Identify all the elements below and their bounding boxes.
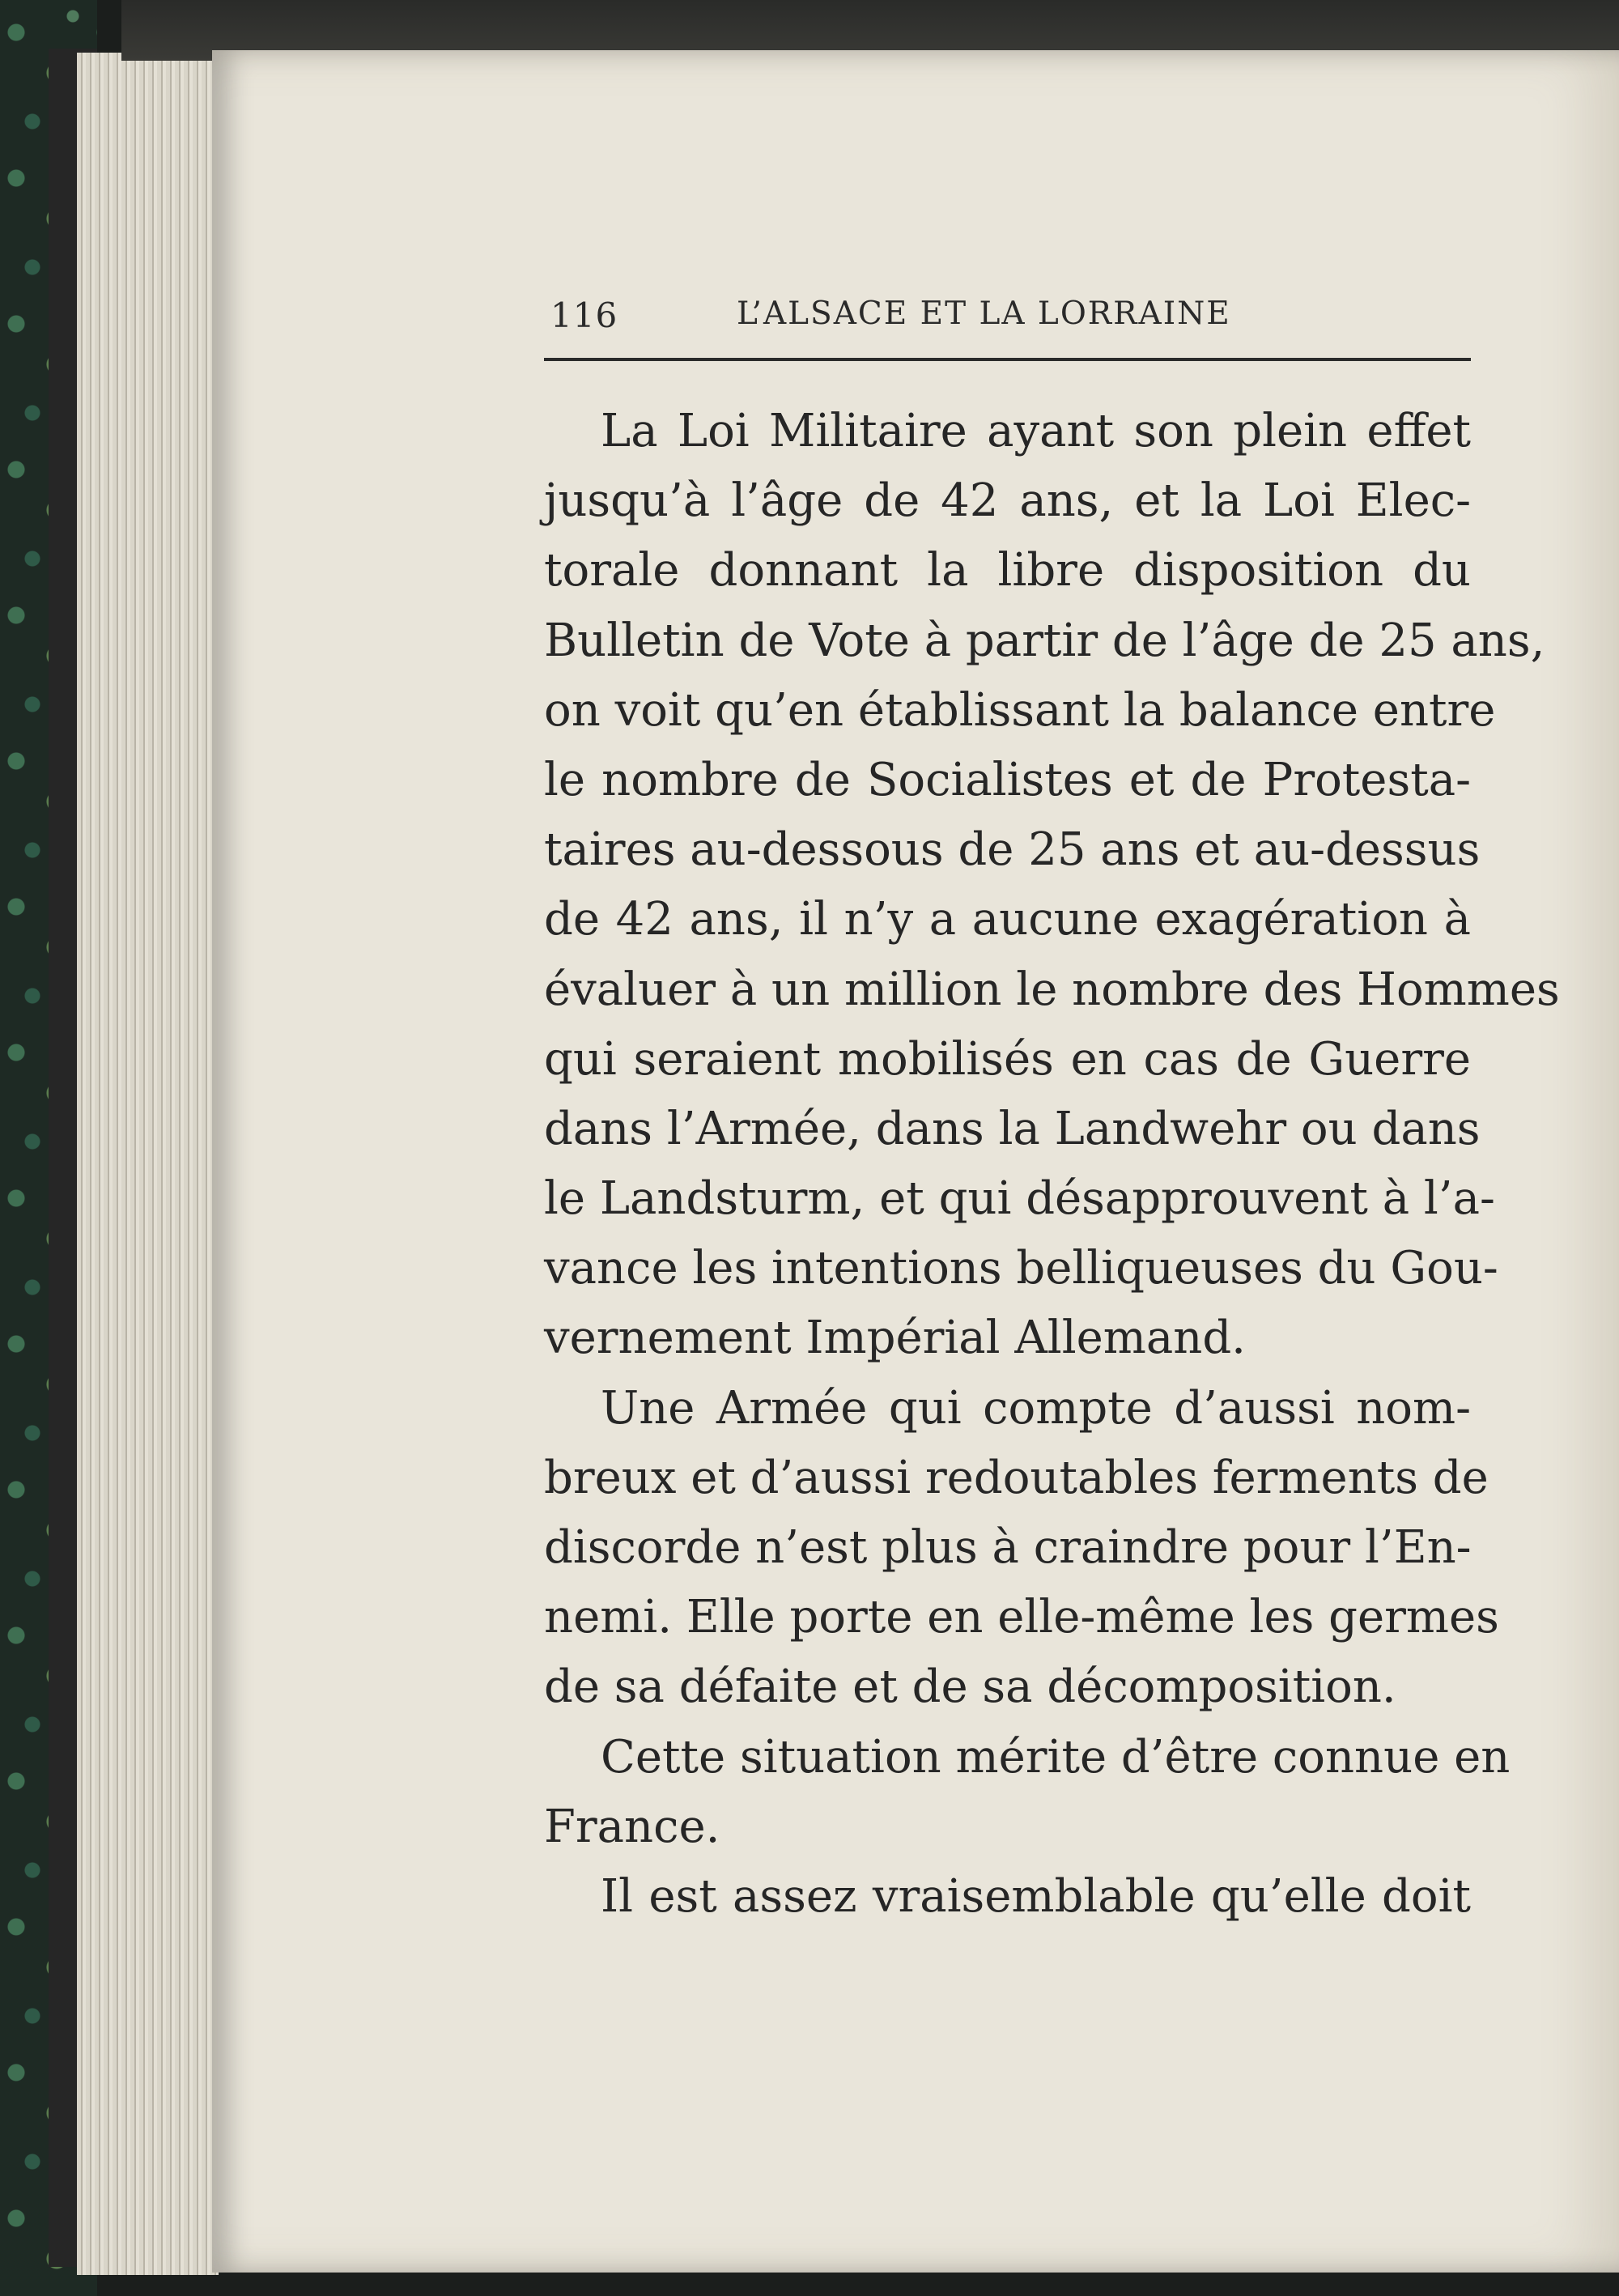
text-line: vernement Impérial Allemand.: [544, 1312, 1246, 1365]
text-line: vance les intentions belliqueuses du Gou-: [544, 1242, 1498, 1295]
running-head-title: L’ALSACE ET LA LORRAINE: [737, 296, 1231, 332]
text-line: France.: [544, 1800, 720, 1853]
page-edges: [77, 53, 219, 2275]
text-line: Il est assez vraisemblable qu’elle doit: [601, 1869, 1471, 1923]
text-line: dans l’Armée, dans la Landwehr ou dans: [544, 1102, 1481, 1155]
text-line: on voit qu’en établissant la balance entre: [544, 683, 1496, 737]
text-line: Cette situation mérite d’être connue en: [601, 1730, 1511, 1784]
text-line: nemi. Elle porte en elle-même les germes: [544, 1591, 1499, 1644]
text-line: Bulletin de Vote à partir de l’âge de 25 ans,: [544, 614, 1545, 667]
page-number: 116: [550, 296, 618, 335]
header-rule: [544, 358, 1471, 361]
text-line: La Loi Militaire ayant son plein effet: [601, 405, 1471, 457]
text-line: évaluer à un million le nombre des Hommes: [544, 963, 1560, 1016]
running-head: [550, 296, 1473, 344]
body-text: [544, 397, 1560, 1932]
text-line: de 42 ans, il n’y a aucune exagération à: [544, 893, 1471, 946]
text-line: discorde n’est plus à craindre pour l’En-: [544, 1521, 1472, 1574]
text-line: jusqu’à l’âge de 42 ans, et la Loi Elec-: [544, 474, 1471, 528]
text-line: le nombre de Socialistes et de Protesta-: [544, 753, 1471, 806]
text-line: torale donnant la libre disposition du: [544, 544, 1471, 597]
text-line: de sa défaite et de sa décomposition.: [544, 1660, 1396, 1714]
text-line: breux et d’aussi redoutables ferments de: [544, 1451, 1489, 1504]
text-line: le Landsturm, et qui désapprouvent à l’a-: [544, 1172, 1495, 1226]
text-line: qui seraient mobilisés en cas de Guerre: [544, 1032, 1471, 1086]
text-line: Une Armée qui compte d’aussi nom-: [601, 1381, 1471, 1435]
text-line: taires au-dessous de 25 ans et au-dessus: [544, 823, 1481, 877]
